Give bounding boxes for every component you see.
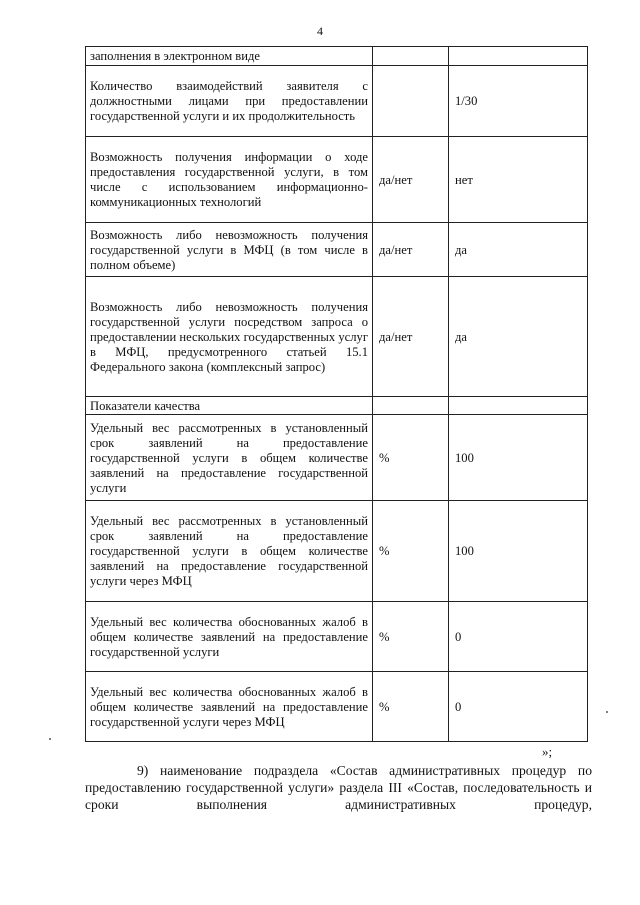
indicator-unit: % (373, 415, 449, 501)
indicator-unit: да/нет (373, 223, 449, 277)
table-row (86, 47, 588, 66)
table-row (86, 66, 588, 137)
scan-dot (49, 738, 51, 740)
indicator-value: да (449, 277, 588, 397)
indicator-name: Удельный вес количества обоснованных жалоб в общем количестве заявлений на предоставление государственной услуги через МФЦ (86, 672, 373, 742)
section-header-row (86, 397, 588, 415)
indicator-unit: % (373, 501, 449, 602)
indicator-unit (373, 66, 449, 137)
scan-dot (606, 711, 608, 713)
indicator-value: 100 (449, 501, 588, 602)
closing-quote: »; (542, 744, 553, 759)
table-row (86, 672, 588, 742)
indicator-unit: % (373, 602, 449, 672)
indicator-name: Удельный вес рассмотренных в установленный срок заявлений на предоставление государственной услуги в общем количестве заявлений на предоставление государственной услуги через МФЦ (86, 501, 373, 602)
section-title: Показатели качества (86, 397, 373, 415)
table-row (86, 137, 588, 223)
table-row (86, 415, 588, 501)
table-row (86, 602, 588, 672)
indicator-name: Удельный вес рассмотренных в установленный срок заявлений на предоставление государственной услуги в общем количестве заявлений на предоставление государственной услуги (86, 415, 373, 501)
indicator-value: 0 (449, 672, 588, 742)
table-row (86, 277, 588, 397)
indicator-name: Возможность либо невозможность получения государственной услуги в МФЦ (в том числе в полном объеме) (86, 223, 373, 277)
indicator-name: Возможность либо невозможность получения государственной услуги посредством запроса о предоставлении нескольких государственных услуг в МФЦ, предусмотренного статьей 15.1 Федерального закона (комплексный запрос) (86, 277, 373, 397)
indicator-name: Количество взаимодействий заявителя с должностными лицами при предоставлении государственной услуги и их продолжительность (86, 66, 373, 137)
indicator-value: 0 (449, 602, 588, 672)
body-paragraph: 9) наименование подраздела «Состав административных процедур по предоставлению государственной услуги» раздела III «Состав, последовательность и сроки выполнения административных процедур, (85, 763, 592, 812)
indicator-value (449, 47, 588, 66)
indicator-unit: да/нет (373, 277, 449, 397)
indicator-value: 1/30 (449, 66, 588, 137)
indicators-table (85, 46, 588, 742)
table-row (86, 223, 588, 277)
indicator-unit: да/нет (373, 137, 449, 223)
indicator-name: заполнения в электронном виде (86, 47, 373, 66)
table-row (86, 501, 588, 602)
indicator-value: нет (449, 137, 588, 223)
page-number: 4 (317, 24, 323, 38)
indicator-value: 100 (449, 415, 588, 501)
indicator-value: да (449, 223, 588, 277)
indicator-unit: % (373, 672, 449, 742)
indicator-unit (373, 47, 449, 66)
indicator-name: Возможность получения информации о ходе предоставления государственной услуги, в том числе с использованием информационно-коммуникационных технологий (86, 137, 373, 223)
indicator-name: Удельный вес количества обоснованных жалоб в общем количестве заявлений на предоставление государственной услуги (86, 602, 373, 672)
